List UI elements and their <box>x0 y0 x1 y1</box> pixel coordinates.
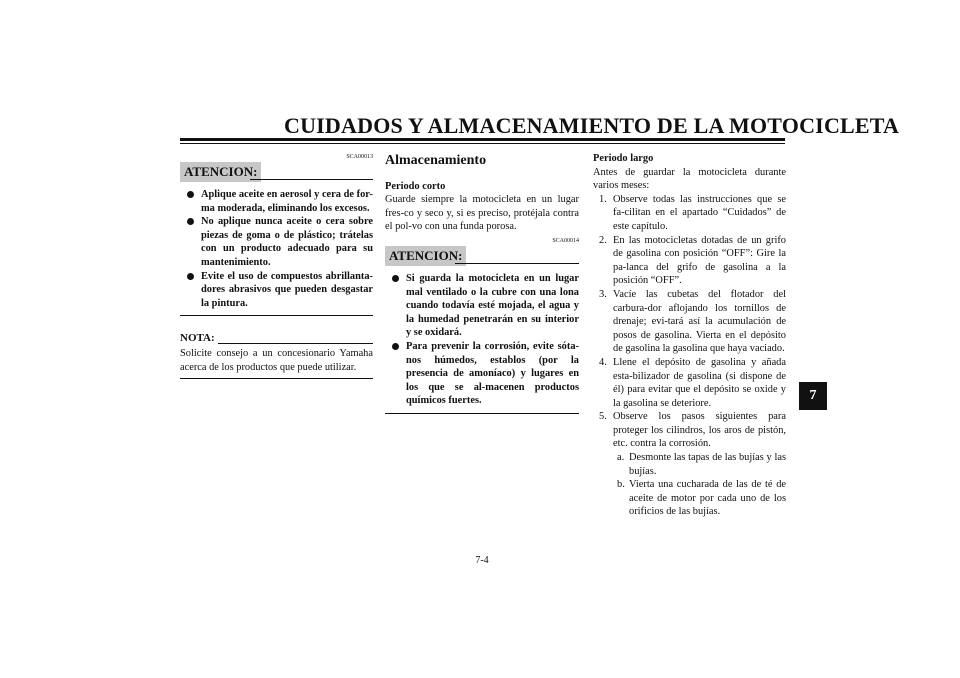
atencion-label: ATENCION: <box>385 246 466 266</box>
nota-label: NOTA: <box>180 332 215 345</box>
atencion-header <box>385 246 579 268</box>
title-rule-thin <box>180 143 785 144</box>
steps-list <box>593 193 786 519</box>
page-number: 7-4 <box>475 555 489 566</box>
warning-item: No aplique nunca aceite o cera sobre piezas de goma o de plástico; trátelas con un producto adecuado para su mantenimiento. <box>180 215 373 269</box>
substep-text: Desmonte las tapas de las bujías y las bujías. <box>629 452 786 477</box>
step-number: 5. <box>599 411 607 423</box>
step-item <box>593 356 786 410</box>
substep-text: Vierta una cucharada de las de té de aceite de motor por cada uno de los orificios de las bujías. <box>629 479 786 518</box>
step-number: 1. <box>599 193 607 205</box>
step-text: Observe los pasos siguientes para proteger los cilindros, los aros de pistón, etc. contra la corrosión. <box>613 411 786 450</box>
step-text: En las motocicletas dotadas de un grifo de gasolina con posición “OFF”: Gire la pa-lanca del grifo de gasolina a la posición “OFF”. <box>613 234 786 287</box>
warning-item: Para prevenir la corrosión, evite sóta-nos húmedos, establos (por la presencia de amoníaco) y lugares en los que se al-macenen productos químicos fuertes. <box>385 340 579 408</box>
nota-rule <box>218 343 373 344</box>
substep-item <box>613 478 786 519</box>
step-number: 2. <box>599 234 607 246</box>
section-code: SCA00013 <box>346 154 373 160</box>
long-period-intro: Antes de guardar la motocicleta durante varios meses: <box>593 166 786 192</box>
atencion-label: ATENCION: <box>180 162 261 182</box>
warning-item: Aplique aceite en aerosol y cera de for-ma moderada, eliminando los excesos. <box>180 188 373 215</box>
title-rule <box>180 138 785 141</box>
step-text: Llene el depósito de gasolina y añada esta-bilizador de gasolina (si dispone de él) para evitar que el depósito se oxide y la gasolina se deteriore. <box>613 356 786 409</box>
nota-header <box>180 332 373 347</box>
section-heading: Almacenamiento <box>385 153 487 168</box>
substep-item <box>613 451 786 478</box>
step-text: Vacíe las cubetas del flotador del carbura-dor aflojando los tornillos de drenaje; evi-tará así la acumulación de posos de gasolina. Vierta en el depósito de gasolina la gasolina que haya vaciado. <box>613 288 786 355</box>
warning-item: Evite el uso de compuestos abrillanta-dores abrasivos que pueden desgastar la pintura. <box>180 270 373 311</box>
step-number: 3. <box>599 288 607 300</box>
step-text: Observe todas las instrucciones que se fa-cilitan en el apartado “Cuidados” de este capítulo. <box>613 193 786 232</box>
nota-text: Solicite consejo a un concesionario Yamaha acerca de los productos que puede utilizar. <box>180 348 373 373</box>
warning-end-rule <box>180 315 373 316</box>
atencion-rule <box>455 263 579 264</box>
column-right <box>593 152 786 519</box>
page-title: CUIDADOS Y ALMACENAMIENTO DE LA MOTOCICLETA <box>284 113 900 138</box>
substeps-list <box>613 451 786 519</box>
warning-item: Si guarda la motocicleta en un lugar mal ventilado o la cubre con una lona cuando todavía esté mojada, el agua y la humedad penetrarán en su interior y se oxidará. <box>385 272 579 340</box>
column-middle <box>385 152 579 414</box>
chapter-tab: 7 <box>799 382 827 410</box>
step-item <box>593 234 786 288</box>
step-number: 4. <box>599 356 607 368</box>
atencion-header <box>180 162 373 184</box>
nota-end-rule <box>180 378 373 379</box>
subheading-short-period: Periodo corto <box>385 180 446 192</box>
warning-list <box>180 188 373 310</box>
warning-list <box>385 272 579 408</box>
substep-letter: b. <box>617 479 625 491</box>
step-item <box>593 288 786 356</box>
step-item <box>593 193 786 234</box>
storage-paragraph: Guarde siempre la motocicleta en un lugar fres-co y seco y, si es preciso, protéjala contra el pol-vo con una funda porosa. <box>385 194 579 233</box>
warning-end-rule <box>385 413 579 414</box>
substep-letter: a. <box>617 452 625 464</box>
column-left <box>180 152 373 379</box>
atencion-rule <box>250 179 373 180</box>
subheading-long-period: Periodo largo <box>593 153 654 164</box>
step-item <box>593 410 786 519</box>
section-code: SCA00014 <box>552 237 579 244</box>
